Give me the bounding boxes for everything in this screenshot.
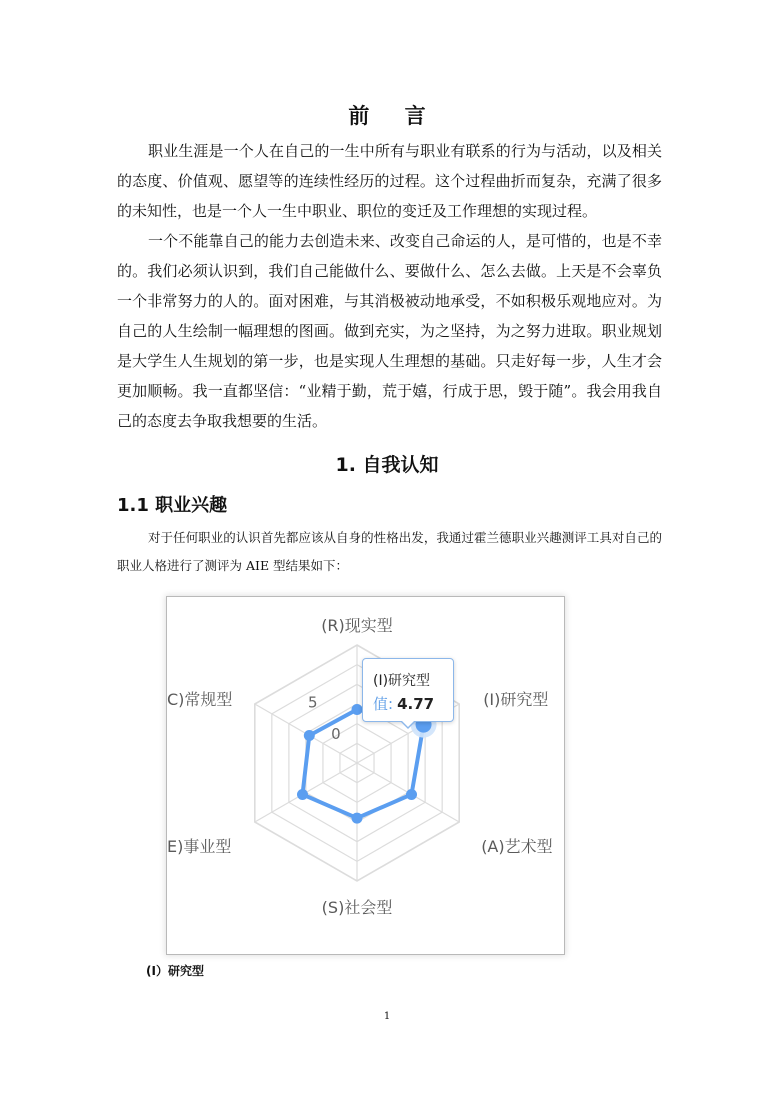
data-point <box>406 789 417 800</box>
data-point <box>352 813 363 824</box>
tooltip-value: 4.77 <box>397 695 435 713</box>
data-point <box>304 730 315 741</box>
subsection-heading: 1.1 职业兴趣 <box>117 495 228 516</box>
tooltip-key: 值: <box>373 695 394 713</box>
tick-label: 5 <box>308 693 318 712</box>
category-label: E)事业型 <box>167 837 232 856</box>
data-point <box>297 789 308 800</box>
tooltip-arrow <box>400 721 416 729</box>
page-title: 前 言 <box>348 104 440 128</box>
category-label: (A)艺术型 <box>481 837 553 856</box>
page-number: 1 <box>383 1011 391 1022</box>
section-heading: 1. 自我认知 <box>335 454 439 476</box>
tooltip-title: (I)研究型 <box>373 673 431 689</box>
category-label: C)常规型 <box>167 690 233 709</box>
radar-chart-screenshot <box>167 597 564 954</box>
tooltip-value-row <box>373 693 434 714</box>
tick-label: 0 <box>331 725 341 744</box>
data-point <box>352 704 363 715</box>
intro-paragraph: 对于任何职业的认识首先都应该从自身的性格出发，我通过霍兰德职业兴趣测评工具对自己的职业人格进行了测评为 AIE 型结果如下： <box>117 530 662 573</box>
category-label: (S)社会型 <box>321 898 393 917</box>
preface-paragraph-1: 职业生涯是一个人在自己的一生中所有与职业有联系的行为与活动，以及相关的态度、价值观、愿望等的连续性经历的过程。这个过程曲折而复杂，充满了很多的未知性，也是一个人一生中职业、职位的变迁及工作理想的实现过程。 <box>117 142 662 220</box>
chart-tooltip <box>362 658 454 722</box>
radar-chart <box>167 597 564 954</box>
figure-caption: (I）研究型 <box>146 964 204 978</box>
category-label: (I)研究型 <box>483 690 549 709</box>
preface-paragraph-2: 一个不能靠自己的能力去创造未来、改变自己命运的人，是可惜的，也是不幸的。我们必须认识到，我们自己能做什么、要做什么、怎么去做。上天是不会辜负一个非常努力的人的。面对困难，与其消极被动地承受，不如积极乐观地应对。为自己的人生绘制一幅理想的图画。做到充实，为之坚持，为之努力进取。职业规划是大学生人生规划的第一步，也是实现人生理想的基础。只走好每一步，人生才会更加顺畅。我一直都坚信：“业精于勤，荒于嬉，行成于思，毁于随”。我会用我自己的态度去争取我想要的生活。 <box>117 232 662 430</box>
category-label: (R)现实型 <box>321 616 393 635</box>
